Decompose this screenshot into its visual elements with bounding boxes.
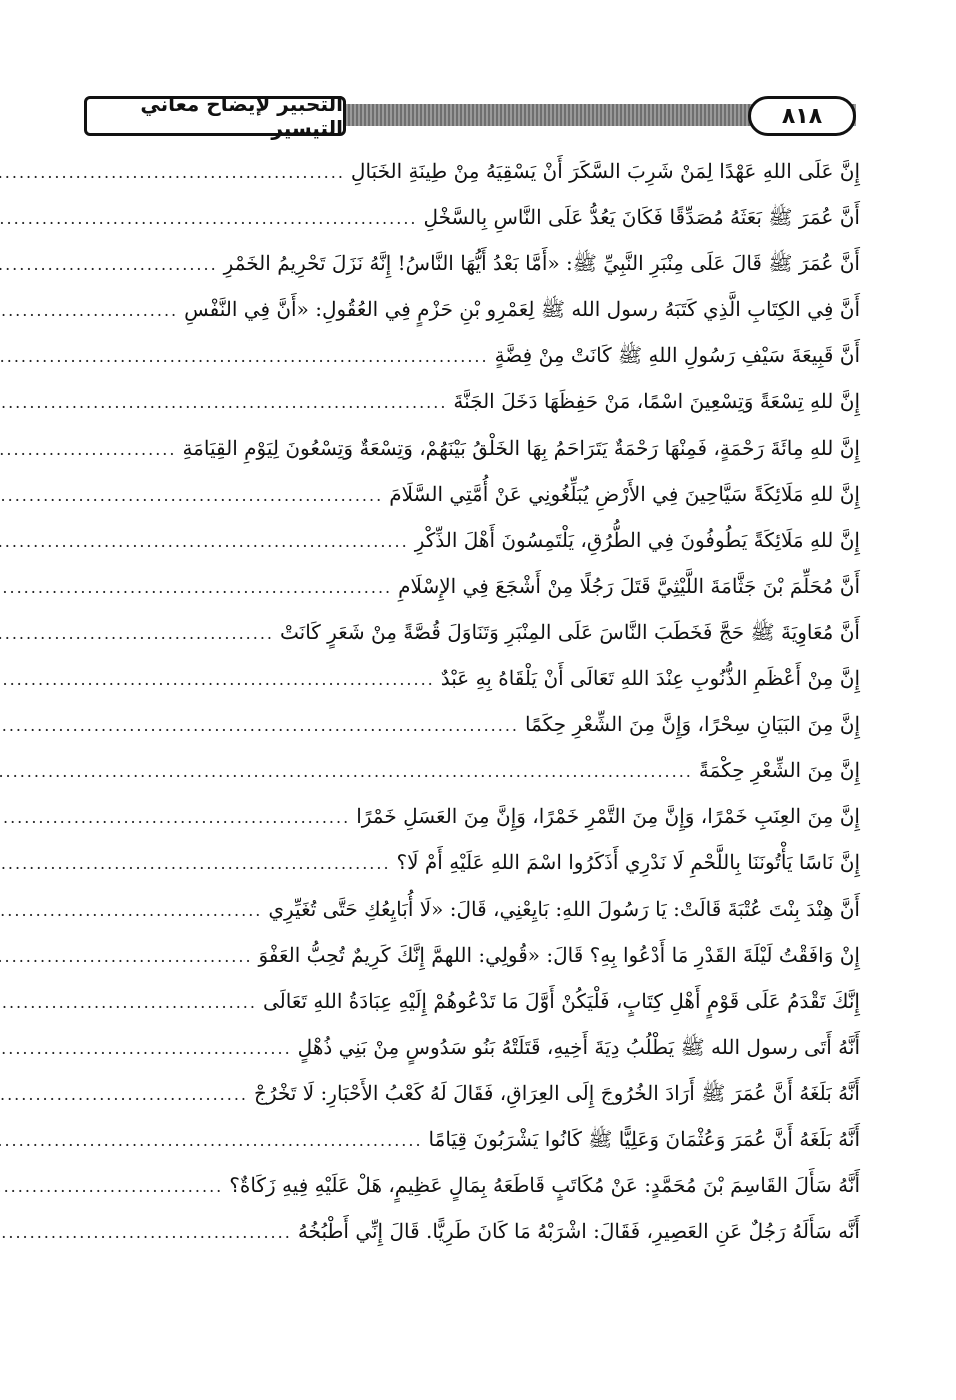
index-entry: [90, 471, 860, 517]
entry-text: أَنَّ عُمَرَ ﷺ قَالَ عَلَى مِنْبَرِ النَّبِيِّ ﷺ: «أَمَّا بَعْدُ أَيُّهَا النَّاسُ! إِنَّهُ نَزَلَ تَحْرِيمُ الخَمْرِ: [223, 251, 860, 276]
dot-leader: [0, 196, 417, 242]
index-entry: [90, 425, 860, 471]
index-entry: [90, 148, 860, 194]
page-number: ٨١٨: [748, 96, 856, 136]
dot-leader: [0, 611, 274, 657]
dot-leader: [0, 657, 435, 703]
entry-text: إِنَّ للهِ مَلَائِكَةً سَيَّاحِينَ فِي الأَرْضِ يُبَلِّغُونِي عَنْ أُمَّتِي السَّلَامَ: [389, 481, 860, 506]
index-entry: [90, 793, 860, 839]
index-entry: [90, 378, 860, 424]
running-header: [84, 92, 856, 142]
index-entry: [90, 286, 860, 332]
dot-leader: [0, 519, 409, 565]
entry-text: أَنَّه سَأَلَهُ رَجُلٌ عَنِ العَصِيرِ، فَقَالَ: اشْرَبْهُ مَا كَانَ طَرِيًّا. قَالَ إِنِّي أَطْبُخُهُ: [297, 1219, 860, 1244]
book-title: التحبير لإيضاح معاني التيسير: [84, 96, 346, 136]
entry-text: إِنَّ مِنْ أَعْظَمِ الذُّنُوبِ عِنْدَ اللهِ تَعَالَى أَنْ يَلْقَاهُ بِهِ عَبْدٌ: [440, 666, 860, 691]
entry-text: إِنَّ مِنَ البَيَانِ سِحْرًا، وَإِنَّ مِنَ الشِّعْرِ حِكَمًا: [525, 712, 860, 737]
entry-text: إِنَّ للهِ تِسْعَةً وَتِسْعِينَ اسْمًا، مَنْ حَفِظَهَا دَخَلَ الجَنَّةَ: [453, 389, 860, 414]
entry-text: أَنَّهُ بَلَغَهُ أَنَّ عُمَرَ وَعُثْمَانَ وَعَلِيًّا ﷺ كَانُوا يَشْرَبُونَ قِيَامًا: [428, 1126, 860, 1151]
entry-text: أَنَّ فِي الكِتَابِ الَّذِي كَتَبَهُ رسول الله ﷺ لِعَمْرِو بْنِ حَزْمٍ فِي العُقُولِ: «أَنَّ فِي النَّفْسِ: [184, 297, 860, 322]
entry-text: إِنَّكَ تَقْدَمُ عَلَى قَوْمٍ أَهْلِ كِتَابٍ، فَلْيَكُنْ أَوَّلَ مَا تَدْعُوهُمْ إِلَيْهِ عِبَادَةُ اللهِ تَعَالَى: [262, 988, 860, 1013]
dot-leader: [0, 1164, 223, 1210]
entry-text: إِنَّ للهِ مِائَةَ رَحْمَةٍ، فَمِنْهَا رَحْمَةٌ يَتَرَاحَمُ بِهَا الخَلْقُ بَيْنَهُمْ، وَتِسْعَةٌ وَتِسْعُونَ لِيَوْمِ القِيَامَةِ: [182, 435, 860, 460]
entry-text: إِنَّ مِنَ الشِّعْرِ حِكْمَةً: [698, 758, 860, 783]
index-entry: [90, 517, 860, 563]
index-entry: [90, 886, 860, 932]
dot-leader: [0, 565, 392, 611]
entry-text: أَنَّهُ أَتَى رسول الله ﷺ يَطْلُبُ دِيَةَ أَخِيهِ، قَتَلَتْهُ بَنُو سَدُوسٍ مِنْ بَنِي ذُهْلٍ: [297, 1034, 860, 1059]
dot-leader: [0, 473, 383, 519]
index-entry: [90, 747, 860, 793]
dot-leader: [0, 749, 693, 795]
entry-text: أَنَّ مُعَاوِيَةَ ﷺ حَجَّ فَخَطَبَ النَّاسَ عَلَى المِنْبَرِ وَتَنَاوَلَ قُصَّةً مِنْ شَعَرٍ كَانَتْ: [280, 619, 860, 644]
dot-leader: [0, 334, 489, 380]
entry-text: أَنَّهُ بَلَغَهُ أَنَّ عُمَرَ ﷺ أَرَادَ الخُرُوجَ إِلَى العِرَاقِ، فَقَالَ لَهُ كَعْبُ الأَحْبَارِ: لَا تَخْرُجْ: [254, 1080, 860, 1105]
index-entry: [90, 1070, 860, 1116]
dot-leader: [0, 934, 253, 980]
hadith-index-list: [90, 148, 860, 1254]
index-entry: [90, 655, 860, 701]
index-entry: [90, 1024, 860, 1070]
index-entry: [90, 978, 860, 1024]
entry-text: إِنَّ مِنَ العِنَبِ خَمْرًا، وَإِنَّ مِنَ التَّمْرِ خَمْرًا، وَإِنَّ مِنَ العَسَلِ خَمْرًا: [356, 804, 860, 829]
entry-text: أَنَّ قَبِيعَةَ سَيْفِ رَسُولِ اللهِ ﷺ كَانَتْ مِنْ فِضَّةٍ: [494, 343, 860, 368]
entry-text: أَنَّهُ سَأَلَ القَاسِمَ بْنَ مُحَمَّدٍ: عَنْ مُكَاتَبٍ قَاطَعَهُ بِمَالٍ عَظِيمٍ، هَلْ عَلَيْهِ فِيهِ زَكَاةٌ؟: [229, 1173, 860, 1198]
dot-leader: [0, 1210, 292, 1256]
index-entry: [90, 1208, 860, 1254]
entry-text: إِنْ وَافَقْتُ لَيْلَةَ القَدْرِ مَا أَدْعُوا بِهِ؟ قَالَ: «قُولِي: اللهمَّ إِنَّكَ كَرِيمٌ تُحِبُّ العَفْوَ: [258, 942, 860, 967]
dot-leader: [0, 288, 178, 334]
dot-leader: [0, 703, 519, 749]
index-entry: [90, 839, 860, 885]
index-entry: [90, 332, 860, 378]
dot-leader: [0, 242, 218, 288]
index-entry: [90, 194, 860, 240]
entry-text: إِنَّ للهِ مَلَائِكَةً يَطُوفُونَ فِي الطُّرُقِ، يَلْتَمِسُونَ أَهْلَ الذِّكْرِ: [414, 527, 860, 552]
index-entry: [90, 701, 860, 747]
dot-leader: [0, 380, 447, 426]
entry-text: إِنَّ عَلَى اللهِ عَهْدًا لِمَنْ شَرِبَ السَّكَرَ أَنْ يَسْقِيَهُ مِنْ طِينَةِ الخَبَالِ: [350, 159, 860, 183]
index-entry: [90, 240, 860, 286]
dot-leader: [0, 1026, 292, 1072]
index-entry: [90, 1116, 860, 1162]
dot-leader: [0, 888, 262, 934]
index-entry: [90, 609, 860, 655]
entry-text: إِنَّ نَاسًا يَأْتُونَنَا بِاللَّحْمِ لَا نَدْرِي أَذَكَرُوا اسْمَ اللهِ عَلَيْهِ أَمْ لَا؟: [396, 850, 860, 875]
entry-text: أَنَّ هِنْدَ بِنْتَ عُتْبَةَ قَالَتْ: يَا رَسُولَ اللهِ: بَايِعْنِي، قَالَ: «لَا أُبَايِعُكِ حَتَّى تُغَيِّرِي: [268, 896, 860, 921]
dot-leader: [0, 1072, 248, 1118]
dot-leader: [0, 841, 391, 887]
dot-leader: [0, 980, 257, 1026]
index-entry: [90, 563, 860, 609]
dot-leader: [0, 1118, 423, 1164]
entry-text: أَنَّ مُحَلِّمَ بْنَ جَثَّامَةَ اللَّيْثِيَّ قَتَلَ رَجُلًا مِنْ أَشْجَعَ فِي الإِسْلَامِ: [398, 573, 860, 598]
entry-text: أَنَّ عُمَرَ ﷺ بَعَثَهُ مُصَدِّقًا فَكَانَ يَعُدُّ عَلَى النَّاسِ بِالسَّخْلِ: [423, 205, 860, 230]
dot-leader: [0, 795, 350, 841]
dot-leader: [0, 427, 176, 473]
index-entry: [90, 1162, 860, 1208]
index-entry: [90, 932, 860, 978]
dot-leader: [0, 150, 345, 196]
